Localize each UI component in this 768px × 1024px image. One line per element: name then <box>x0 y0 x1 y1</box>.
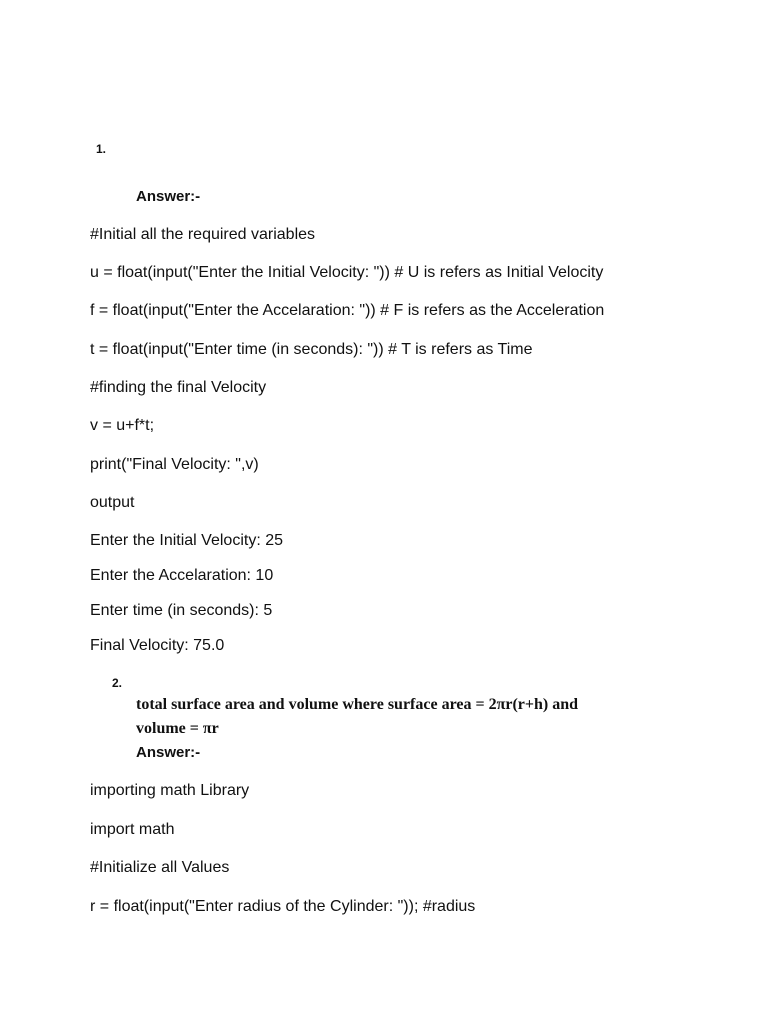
code-line: importing math Library <box>90 782 250 799</box>
output-line: Enter time (in seconds): 5 <box>90 602 273 619</box>
question-2-number: 2. <box>112 676 123 690</box>
code-line: #Initial all the required variables <box>90 226 316 243</box>
output-line: Enter the Initial Velocity: 25 <box>90 532 283 549</box>
output-heading: output <box>90 494 135 511</box>
code-line: #Initialize all Values <box>90 859 230 876</box>
code-line: t = float(input("Enter time (in seconds): ")) # T is refers as Time <box>90 341 533 358</box>
question-2-answer-label: Answer:- <box>136 744 201 761</box>
output-line: Enter the Accelaration: 10 <box>90 567 274 584</box>
code-line: import math <box>90 821 175 838</box>
question-1-number: 1. <box>96 142 107 156</box>
question-2-text-line-2: volume = πr <box>136 720 219 737</box>
code-line: v = u+f*t; <box>90 417 155 434</box>
code-line: #finding the final Velocity <box>90 379 267 396</box>
code-line: r = float(input("Enter radius of the Cylinder: ")); #radius <box>90 898 476 915</box>
question-2-text-line-1: total surface area and volume where surface area = 2πr(r+h) and <box>136 696 579 713</box>
code-line: f = float(input("Enter the Accelaration: ")) # F is refers as the Acceleration <box>90 302 605 319</box>
output-line: Final Velocity: 75.0 <box>90 637 225 654</box>
code-line: u = float(input("Enter the Initial Velocity: ")) # U is refers as Initial Velocity <box>90 264 604 281</box>
code-line: print("Final Velocity: ",v) <box>90 456 259 473</box>
question-1-answer-label: Answer:- <box>136 188 201 205</box>
